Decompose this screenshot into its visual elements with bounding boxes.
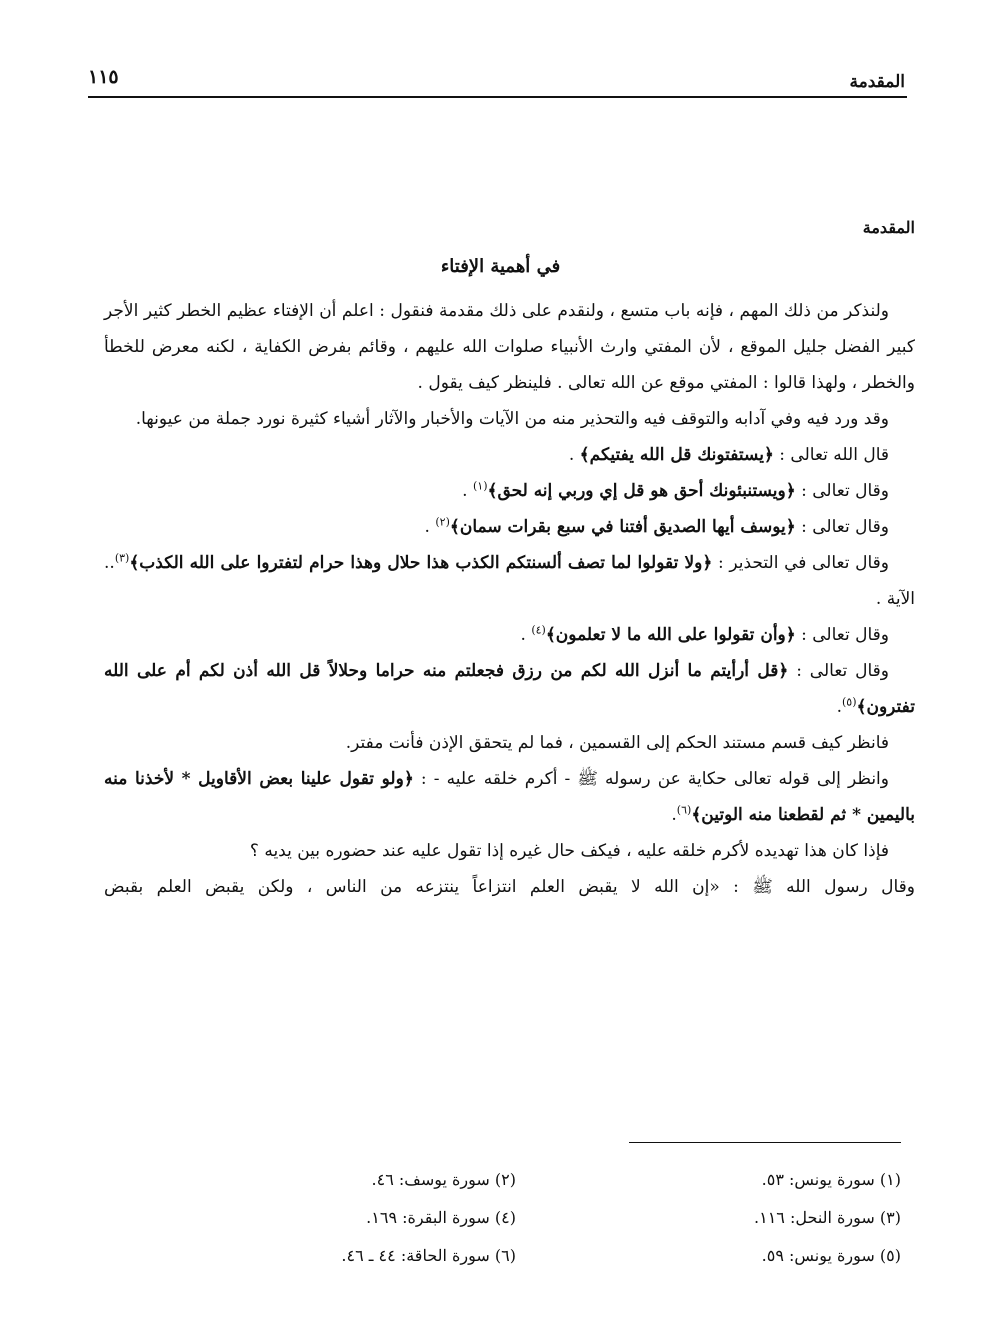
footnote-ref: (٣) (114, 551, 130, 565)
quran-quote: ﴿وأن تقولوا على الله ما لا تعلمون﴾ (545, 625, 796, 645)
footnote-4: (٤) سورة البقرة: ١٦٩. (366, 1208, 516, 1227)
footnote-5: (٥) سورة يونس: ٥٩. (761, 1246, 901, 1265)
verse-intro: وقال تعالى : (795, 625, 889, 645)
verse-intro: وقال تعالى : (795, 481, 889, 501)
footnote-ref: (٤) (531, 623, 546, 637)
footnotes-column-right (601, 1161, 901, 1275)
footnote-1: (١) سورة يونس: ٥٣. (761, 1170, 901, 1189)
verse-tail: . (520, 625, 532, 645)
footnote-ref: (٦) (676, 803, 692, 817)
paragraph-ruling: فانظر كيف قسم مستند الحكم إلى القسمين ، فما لم يتحقق الإذن فأنت مفتر. (345, 733, 889, 753)
paragraph-threat: فإذا كان هذا تهديده لأكرم خلقه عليه ، فيكف حال غيره إذا تقول عليه عند حضوره بين يديه ؟ (249, 841, 889, 861)
paragraph-verse-2 (104, 473, 915, 509)
running-header-chapter: المقدمة (849, 72, 905, 92)
footnote-3: (٣) سورة النحل: ١١٦. (754, 1208, 901, 1227)
paragraph-verse-5 (104, 617, 915, 653)
paragraph-intro: ولنذكر من ذلك المهم ، فإنه باب متسع ، ولنقدم على ذلك مقدمة فنقول : اعلم أن الإفتاء عظيم الخطر كثير الأجر كبير الفضل جليل الموقع ، لأن المفتي وارث الأنبياء صلوات الله عليهم ، وقائم بفرض الكفاية ، لكنه معرض للخطأ والخطر ، ولهذا قالوا : المفتي موقع عن الله تعالى . فلينظر كيف يقول . (104, 301, 915, 393)
paragraph-verse-6 (104, 653, 915, 725)
verse-tail: . (462, 481, 473, 501)
footnote-rule (629, 1142, 901, 1143)
footnote-ref: (٥) (841, 695, 857, 709)
footnotes-column-left (266, 1161, 516, 1275)
body-text (104, 293, 915, 905)
header-rule (88, 96, 907, 98)
verse-tail: . (671, 805, 677, 825)
quran-quote: ﴿ويستنبئونك أحق هو قل إي وربي إنه لحق﴾ (487, 481, 796, 501)
paragraph-verse-1 (104, 437, 915, 473)
paragraph-verse-7 (104, 761, 915, 833)
verse-tail: . (424, 517, 436, 537)
section-label: المقدمة (862, 218, 915, 237)
paragraph-verse-3 (104, 509, 915, 545)
paragraph-hadith: وقال رسول الله ﷺ : «إن الله لا يقبض العلم انتزاعاً ينتزعه من الناس ، ولكن يقبض العلم بقبض (104, 877, 915, 897)
quran-quote: ﴿ولا تقولوا لما تصف ألسنتكم الكذب هذا حلال وهذا حرام لتفتروا على الله الكذب﴾ (129, 553, 713, 573)
footnote-2: (٢) سورة يوسف: ٤٦. (371, 1170, 516, 1189)
verse-tail: . (836, 697, 842, 717)
section-title: في أهمية الإفتاء (440, 256, 561, 277)
quran-quote: ﴿يوسف أيها الصديق أفتنا في سبع بقرات سمان﴾ (449, 517, 796, 537)
page-number: ١١٥ (88, 66, 119, 88)
verse-tail: .. الآية . (104, 553, 915, 609)
running-header (88, 66, 905, 96)
verse-intro: وقال تعالى في التحذير : (712, 553, 889, 573)
verse-intro: وانظر إلى قوله تعالى حكاية عن رسوله ﷺ - أكرم خلقه عليه - : (413, 769, 889, 789)
paragraph-sources: وقد ورد فيه وفي آدابه والتوقف فيه والتحذير منه من الآيات والأخبار والآثار أشياء كثيرة نورد جملة من عيونها. (135, 409, 889, 429)
footnote-ref: (٢) (435, 515, 450, 529)
quran-quote: ﴿ولو تقول علينا بعض الأقاويل * لأخذنا منه باليمين * ثم لقطعنا منه الوتين﴾ (104, 769, 915, 825)
footnote-6: (٦) سورة الحاقة: ٤٤ ـ ٤٦. (341, 1246, 516, 1265)
verse-intro: قال الله تعالى : (773, 445, 889, 465)
verse-tail: . (568, 445, 580, 465)
footnote-ref: (١) (472, 479, 488, 493)
paragraph-verse-4 (104, 545, 915, 617)
quran-quote: ﴿يستفتونك قل الله يفتيكم﴾ (579, 445, 774, 465)
verse-intro: وقال تعالى : (788, 661, 889, 681)
verse-intro: وقال تعالى : (795, 517, 889, 537)
quran-quote: ﴿قل أرأيتم ما أنزل الله لكم من رزق فجعلتم منه حراما وحلالاً قل الله أذن لكم أم على الله تفترون﴾ (104, 661, 915, 717)
